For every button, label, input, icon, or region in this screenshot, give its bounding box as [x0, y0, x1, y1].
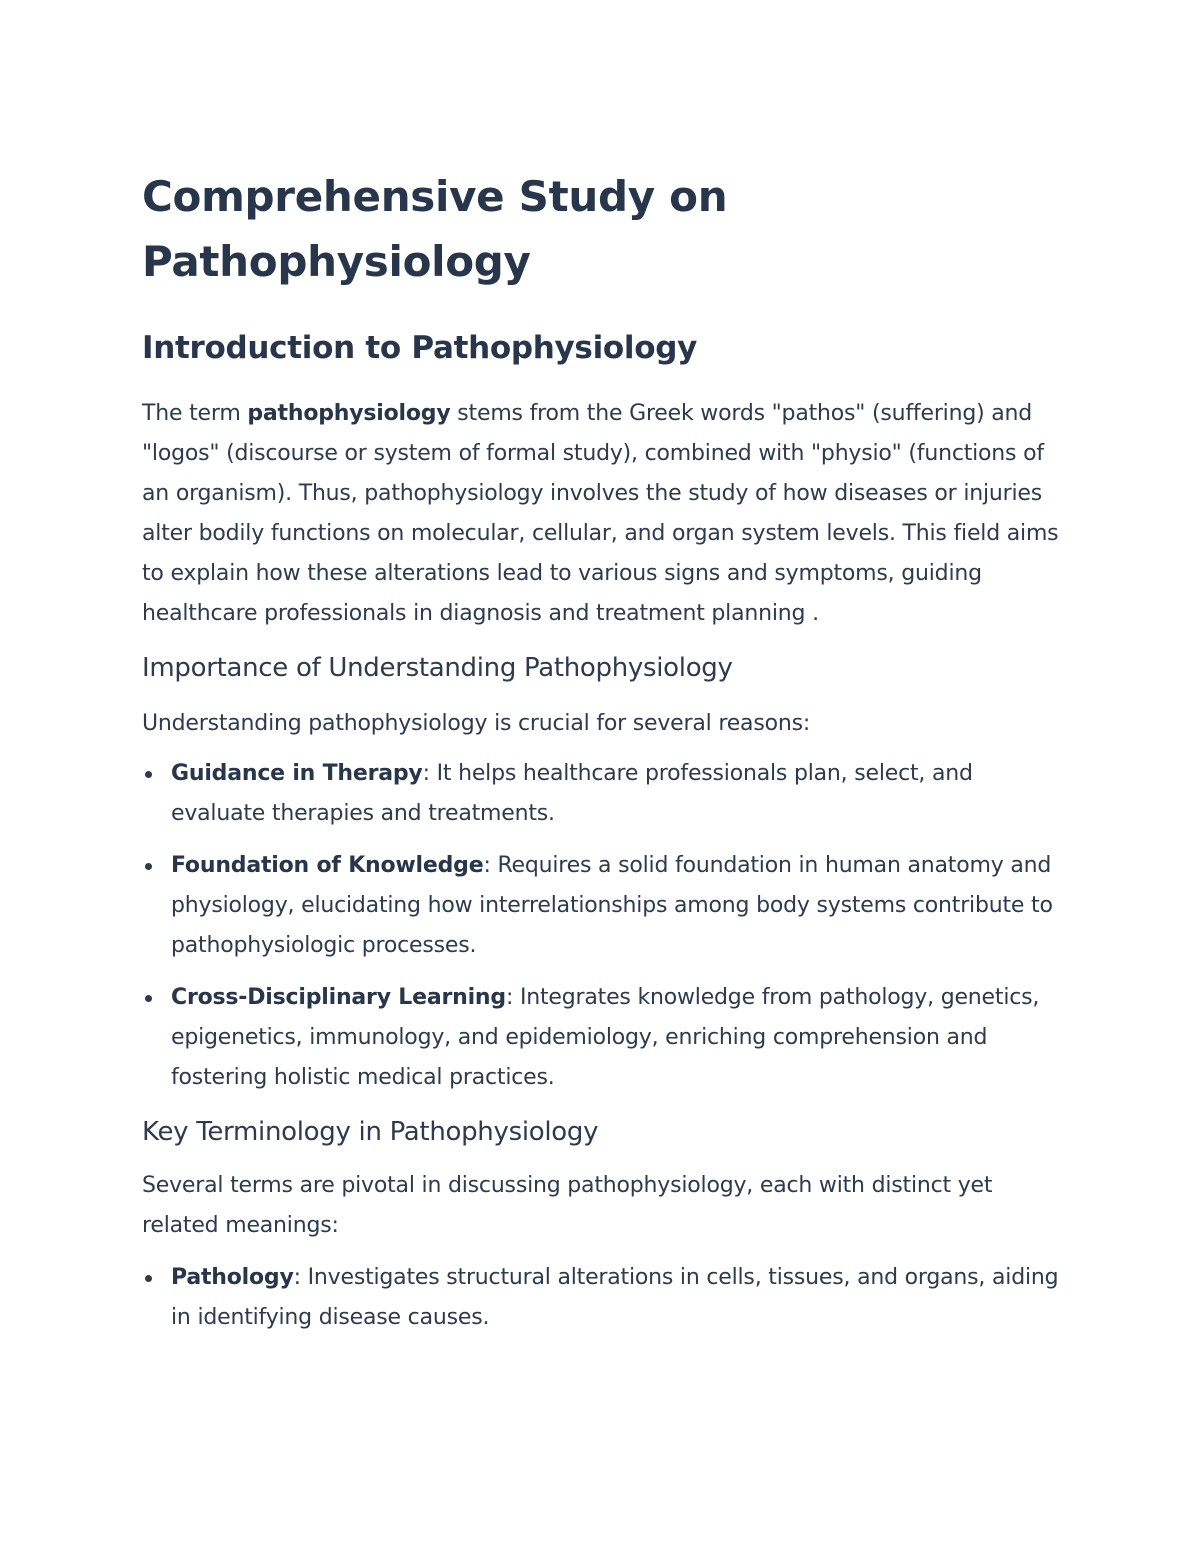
subsection-heading-importance: Importance of Understanding Pathophysiology: [142, 653, 733, 683]
intro-text-after: stems from the Greek words "pathos" (suffering) and "logos" (discourse or system of formal study), combined with "physio" (functions of an organism). Thus, pathophysiology involves the study of how diseases or injuries alter bodily functions on molecular, cellular, and organ system levels. This field aims to explain how these alterations lead to various signs and symptoms, guiding healthcare professionals in diagnosis and treatment planning .: [142, 401, 1059, 626]
intro-paragraph: [142, 394, 1060, 634]
list-item-term: Pathology: [171, 1265, 294, 1290]
bullet-icon: [145, 995, 152, 1002]
document-title: Comprehensive Study on Pathophysiology: [142, 172, 728, 286]
intro-text-before: The term: [142, 401, 248, 426]
list-item: [142, 1258, 1060, 1338]
importance-list: [142, 754, 1060, 1098]
subsection-heading-terminology: Key Terminology in Pathophysiology: [142, 1117, 599, 1147]
bullet-icon: [145, 1275, 152, 1282]
list-item-term: Guidance in Therapy: [171, 761, 423, 786]
terminology-list: [142, 1258, 1060, 1338]
list-item: [142, 754, 1060, 834]
list-item-term: Cross-Disciplinary Learning: [171, 985, 506, 1010]
bullet-icon: [145, 771, 152, 778]
list-item-text: : It helps healthcare professionals plan, select, and evaluate therapies and treatments.: [171, 761, 973, 826]
importance-lead: Understanding pathophysiology is crucial for several reasons:: [142, 711, 811, 736]
list-item-text: : Investigates structural alterations in cells, tissues, and organs, aiding in identifying disease causes.: [171, 1265, 1059, 1330]
list-item-text: : Integrates knowledge from pathology, genetics, epigenetics, immunology, and epidemiology, enriching comprehension and fostering holistic medical practices.: [171, 985, 1040, 1090]
list-item: [142, 978, 1060, 1098]
list-item-term: Foundation of Knowledge: [171, 853, 484, 878]
bullet-icon: [145, 863, 152, 870]
document-page: [142, 164, 1060, 1338]
list-item-text: : Requires a solid foundation in human anatomy and physiology, elucidating how interrelationships among body systems contribute to pathophysiologic processes.: [171, 853, 1053, 958]
terminology-lead: Several terms are pivotal in discussing pathophysiology, each with distinct yet related meanings:: [142, 1173, 993, 1238]
list-item: [142, 846, 1060, 966]
intro-bold-term: pathophysiology: [247, 401, 451, 426]
section-heading-introduction: Introduction to Pathophysiology: [142, 330, 698, 366]
